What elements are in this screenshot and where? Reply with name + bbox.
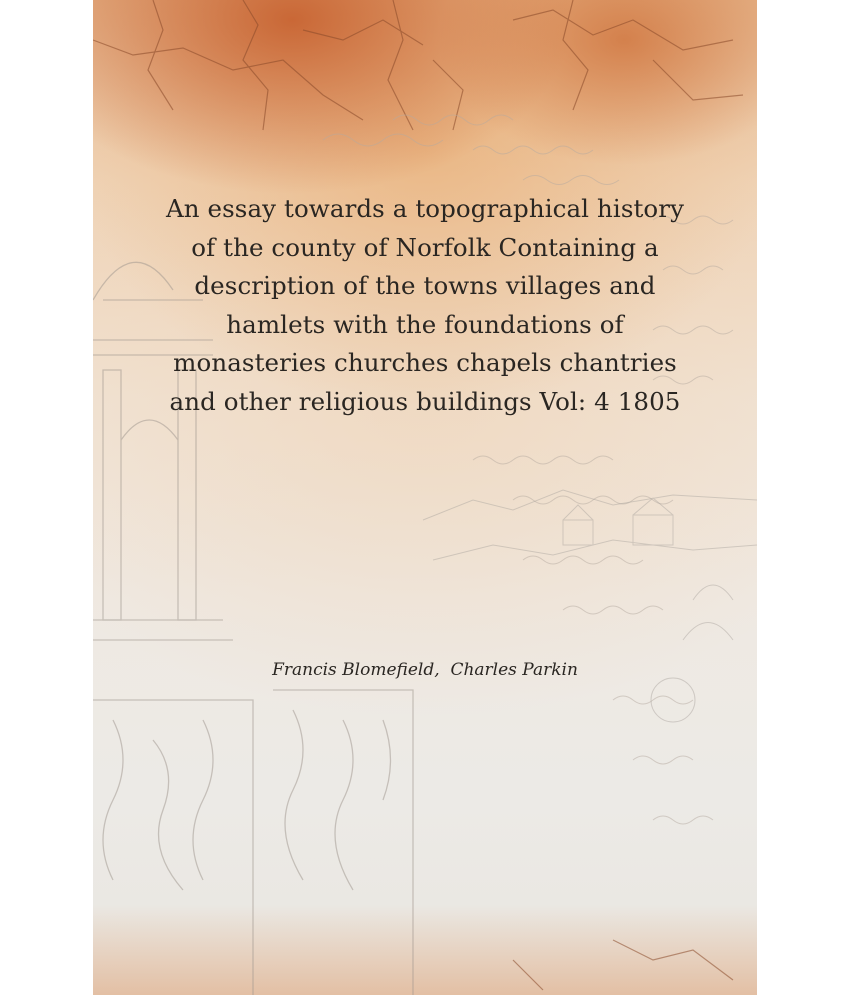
title-line: description of the towns villages and xyxy=(194,271,656,300)
title-line: of the county of Norfolk Containing a xyxy=(191,232,659,262)
title-line: hamlets with the foundations of xyxy=(226,309,624,339)
book-title xyxy=(133,190,717,421)
faint-landscape-engraving xyxy=(423,490,757,722)
book-cover xyxy=(93,0,757,995)
title-line: An essay towards a topographical history xyxy=(165,194,685,223)
cover-background-art xyxy=(93,0,757,995)
crackle-texture xyxy=(93,0,743,990)
title-line: monasteries churches chapels chantries xyxy=(173,348,677,377)
title-line: and other religious buildings Vol: 4 1805 xyxy=(169,386,681,416)
book-authors: Francis Blomefield, Charles Parkin xyxy=(272,660,578,680)
